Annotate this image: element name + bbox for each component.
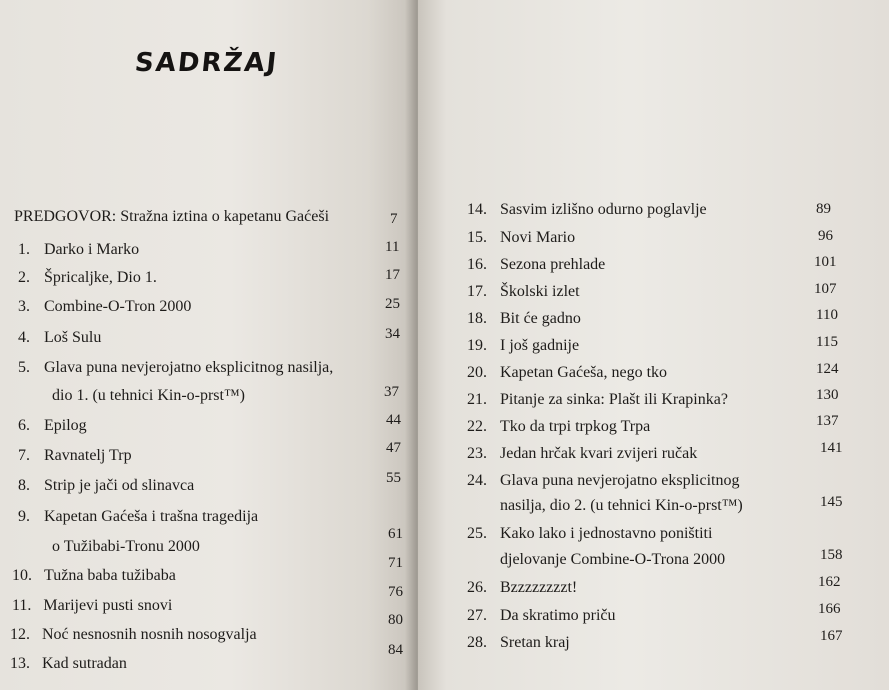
toc-entry [467, 524, 712, 544]
chapter-page-number: 17 [385, 267, 400, 283]
chapter-page-number: 96 [818, 228, 833, 244]
toc-entry [467, 282, 580, 302]
toc-entry [18, 240, 139, 260]
chapter-title-continued: o Tužibabi-Tronu 2000 [52, 538, 200, 555]
chapter-page-number: 166 [818, 601, 841, 617]
toc-entry [467, 444, 697, 464]
chapter-number: 13. [10, 655, 30, 672]
chapter-number: 9. [18, 508, 30, 525]
chapter-number: 17. [467, 283, 487, 300]
page-title: SADRŽAJ [133, 48, 280, 78]
right-page [418, 0, 889, 690]
chapter-page-number: 107 [814, 281, 837, 297]
chapter-number: 11. [12, 597, 32, 614]
chapter-number: 12. [10, 626, 30, 643]
toc-entry [18, 507, 258, 527]
chapter-number: 8. [18, 477, 30, 494]
toc-entry [467, 309, 581, 329]
chapter-title: Combine-O-Tron 2000 [44, 298, 192, 315]
toc-entry [467, 606, 616, 626]
chapter-title: Marijevi pusti snovi [43, 597, 173, 614]
chapter-number: 5. [18, 359, 30, 376]
chapter-number: 27. [467, 607, 487, 624]
chapter-number: 16. [467, 256, 487, 273]
chapter-title: Pitanje za sinka: Plašt ili Krapinka? [500, 391, 728, 408]
chapter-title: Sretan kraj [500, 634, 570, 651]
chapter-page-number: 47 [386, 440, 401, 456]
chapter-page-number: 130 [816, 387, 839, 403]
chapter-title: Strip je jači od slinavca [44, 477, 195, 494]
left-page [0, 0, 418, 690]
toc-entry [18, 328, 101, 348]
chapter-page-number: 44 [386, 412, 401, 428]
chapter-title: Kad sutradan [42, 655, 127, 672]
chapter-title: I još gadnije [500, 337, 580, 354]
chapter-page-number: 84 [388, 642, 403, 658]
chapter-number: 10. [12, 567, 32, 584]
chapter-title: Sasvim izlišno odurno poglavlje [500, 201, 707, 218]
toc-entry [18, 297, 191, 317]
chapter-number: 22. [467, 418, 487, 435]
toc-entry [467, 228, 575, 248]
toc-entry [18, 446, 132, 466]
toc-entry [18, 416, 87, 436]
toc-entry [18, 358, 333, 378]
chapter-title: Kapetan Gaćeša i trašna tragedija [44, 508, 259, 525]
preface-page-number: 7 [390, 211, 398, 227]
toc-entry [467, 390, 728, 410]
chapter-page-number: 115 [816, 334, 838, 350]
preface-entry: PREDGOVOR: Stražna iztina o kapetanu Gaćeši [14, 208, 330, 225]
toc-entry [10, 654, 127, 674]
chapter-title: Darko i Marko [44, 241, 140, 258]
chapter-title-continued: nasilja, dio 2. (u tehnici Kin-o-prst™) [500, 497, 743, 514]
chapter-page-number: 158 [820, 547, 843, 563]
chapter-title: Da skratimo priču [500, 607, 616, 624]
chapter-number: 19. [467, 337, 487, 354]
chapter-page-number: 25 [385, 296, 400, 312]
chapter-number: 1. [18, 241, 30, 258]
chapter-page-number: 101 [814, 254, 837, 270]
chapter-page-number: 71 [388, 555, 403, 571]
chapter-title: Glava puna nevjerojatno eksplicitnog nasilja, [44, 359, 334, 376]
chapter-title: Epilog [44, 417, 87, 434]
chapter-title: Špricaljke, Dio 1. [44, 269, 157, 286]
chapter-title: Kapetan Gaćeša, nego tko [500, 364, 668, 381]
toc-entry [467, 363, 667, 383]
chapter-number: 2. [18, 269, 30, 286]
chapter-title: Tko da trpi trpkog Trpa [500, 418, 651, 435]
chapter-page-number: 167 [820, 628, 843, 644]
chapter-title: Bit će gadno [500, 310, 581, 327]
chapter-page-number: 110 [816, 307, 838, 323]
toc-entry [467, 417, 650, 437]
chapter-number: 18. [467, 310, 487, 327]
toc-entry [12, 596, 172, 616]
chapter-number: 3. [18, 298, 30, 315]
chapter-page-number: 55 [386, 470, 401, 486]
chapter-number: 7. [18, 447, 30, 464]
chapter-title: Školski izlet [500, 283, 580, 300]
chapter-title: Bzzzzzzzzt! [500, 579, 578, 596]
toc-entry [467, 471, 739, 491]
chapter-page-number: 124 [816, 361, 839, 377]
chapter-title: Novi Mario [500, 229, 576, 246]
chapter-page-number: 76 [388, 584, 403, 600]
chapter-title: Ravnatelj Trp [44, 447, 132, 464]
chapter-title: Jedan hrčak kvari zvijeri ručak [500, 445, 698, 462]
chapter-number: 26. [467, 579, 487, 596]
toc-entry [18, 476, 194, 496]
chapter-title: Tužna baba tužibaba [44, 567, 176, 584]
chapter-page-number: 137 [816, 413, 839, 429]
chapter-number: 6. [18, 417, 30, 434]
chapter-title: Sezona prehlade [500, 256, 606, 273]
chapter-page-number: 141 [820, 440, 843, 456]
chapter-title: Noć nesnosnih nosnih nosogvalja [42, 626, 257, 643]
chapter-page-number: 162 [818, 574, 841, 590]
chapter-page-number: 89 [816, 201, 831, 217]
chapter-page-number: 11 [385, 239, 400, 255]
chapter-title-continued: dio 1. (u tehnici Kin-o-prst™) [52, 387, 245, 404]
chapter-page-number: 61 [388, 526, 403, 542]
chapter-number: 15. [467, 229, 487, 246]
chapter-number: 25. [467, 525, 487, 542]
chapter-page-number: 34 [385, 326, 400, 342]
chapter-title-continued: djelovanje Combine-O-Trona 2000 [500, 551, 726, 568]
toc-entry [467, 200, 707, 220]
toc-entry [18, 268, 157, 288]
chapter-title: Kako lako i jednostavno poništiti [500, 525, 713, 542]
toc-entry [467, 255, 605, 275]
toc-entry [12, 566, 176, 586]
chapter-number: 20. [467, 364, 487, 381]
chapter-page-number: 145 [820, 494, 843, 510]
toc-entry [10, 625, 257, 645]
chapter-number: 24. [467, 472, 487, 489]
chapter-title: Loš Sulu [44, 329, 102, 346]
chapter-number: 28. [467, 634, 487, 651]
chapter-number: 4. [18, 329, 30, 346]
chapter-page-number: 37 [384, 384, 399, 400]
toc-entry [467, 336, 579, 356]
toc-entry [467, 633, 570, 653]
chapter-page-number: 80 [388, 612, 403, 628]
chapter-title: Glava puna nevjerojatno eksplicitnog [500, 472, 740, 489]
toc-entry [467, 578, 577, 598]
chapter-number: 14. [467, 201, 487, 218]
chapter-number: 23. [467, 445, 487, 462]
chapter-number: 21. [467, 391, 487, 408]
